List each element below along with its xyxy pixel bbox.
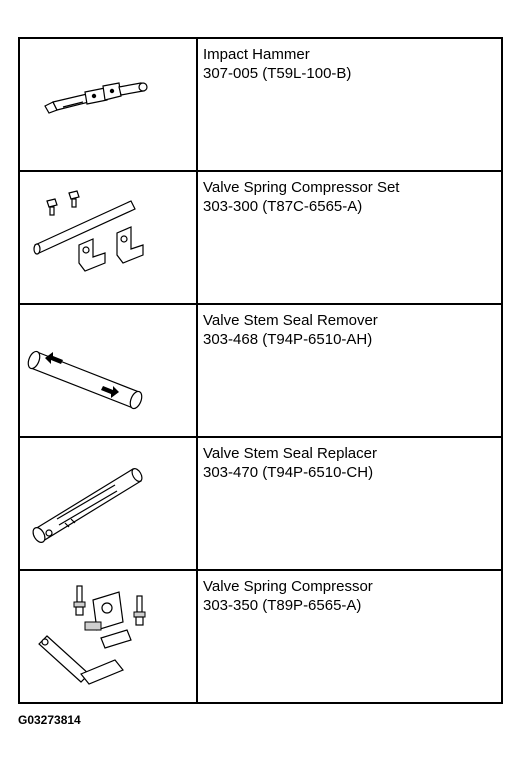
- table-row: [20, 571, 501, 702]
- tool-description: [198, 172, 501, 303]
- table-row: [20, 305, 501, 438]
- tool-part-number: 307-005 (T59L-100-B): [203, 65, 352, 82]
- tool-part-number: 303-300 (T87C-6565-A): [203, 198, 363, 215]
- tool-part-number: 303-350 (T89P-6565-A): [203, 597, 362, 614]
- special-tools-table: [18, 37, 503, 704]
- tool-description: [198, 438, 501, 569]
- tool-name: Valve Spring Compressor: [203, 578, 373, 595]
- valve-stem-seal-remover-illustration: [20, 305, 198, 436]
- tool-name: Valve Spring Compressor Set: [203, 179, 400, 196]
- valve-spring-compressor-illustration: [20, 571, 198, 702]
- tool-name: Impact Hammer: [203, 46, 310, 63]
- table-row: [20, 172, 501, 305]
- valve-spring-compressor-set-illustration: [20, 172, 198, 303]
- tool-name: Valve Stem Seal Replacer: [203, 445, 377, 462]
- tool-description: [198, 305, 501, 436]
- table-row: [20, 438, 501, 571]
- tool-part-number: 303-470 (T94P-6510-CH): [203, 464, 374, 481]
- tool-name: Valve Stem Seal Remover: [203, 312, 378, 329]
- tool-description: [198, 39, 501, 170]
- figure-id: G03273814: [18, 713, 81, 727]
- table-row: [20, 39, 501, 172]
- tool-description: [198, 571, 501, 702]
- valve-stem-seal-replacer-illustration: [20, 438, 198, 569]
- impact-hammer-illustration: [20, 39, 198, 170]
- tool-part-number: 303-468 (T94P-6510-AH): [203, 331, 373, 348]
